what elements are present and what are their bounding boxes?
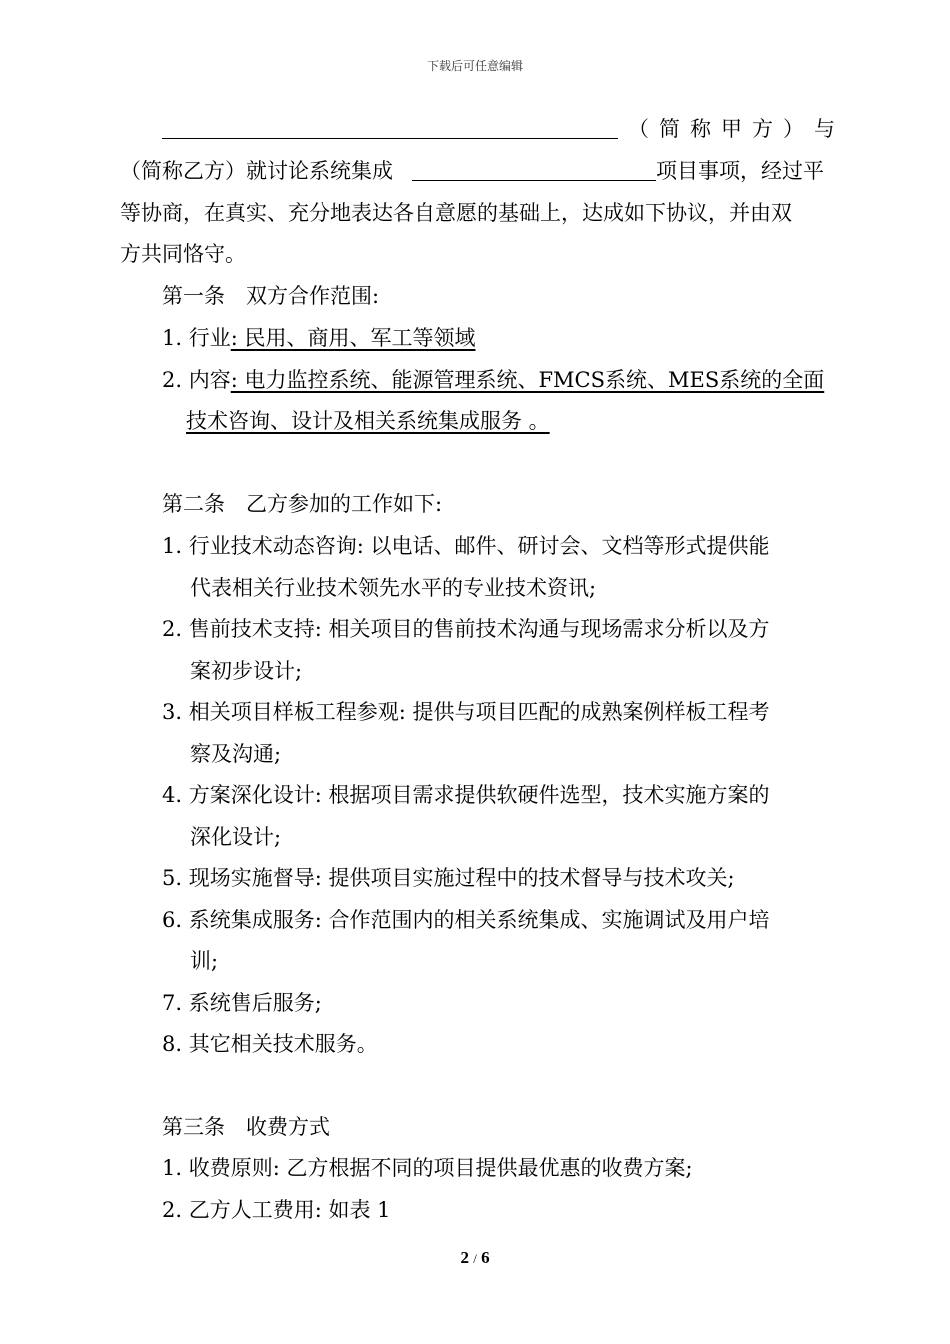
item2-label: 2. 内容 [162, 368, 231, 392]
article2-line: 训; [190, 949, 219, 973]
article2-line: 8. 其它相关技术服务。 [162, 1032, 378, 1056]
article1-item1 [162, 323, 475, 353]
article2-line: 6. 系统集成服务: 合作范围内的相关系统集成、实施调试及用户培 [162, 908, 770, 932]
project-name-blank [412, 180, 656, 181]
intro-line3: 等协商，在真实、充分地表达各自意愿的基础上，达成如下协议，并由双 [120, 201, 792, 225]
article2-line: 5. 现场实施督导: 提供项目实施过程中的技术督导与技术攻关; [162, 866, 735, 890]
page-separator: / [473, 1251, 477, 1266]
party-a-abbrev: （简称甲方）与 [628, 117, 845, 141]
article2-line: 深化设计; [190, 825, 282, 849]
page-number [0, 1248, 950, 1268]
article2-line: 7. 系统售后服务; [162, 991, 322, 1015]
article2-line: 4. 方案深化设计: 根据项目需求提供软硬件选型，技术实施方案的 [162, 783, 770, 807]
intro-line2-suffix: 项目事项，经过平 [656, 159, 824, 183]
page-current: 2 [460, 1248, 469, 1267]
item2-value: : 电力监控系统、能源管理系统、FMCS系统、MES系统的全面 [230, 368, 825, 392]
article3-item2: 2. 乙方人工费用: 如表 1 [162, 1198, 391, 1222]
article2-line: 察及沟通; [190, 742, 282, 766]
article2-heading: 第二条 乙方参加的工作如下: [162, 492, 443, 516]
header-note: 下载后可任意编辑 [426, 59, 523, 73]
item1-label: 1. 行业 [162, 326, 231, 350]
intro-line2-prefix: （简称乙方）就讨论系统集成 [120, 159, 393, 183]
article1-item2-cont: 技术咨询、设计及相关系统集成服务 。 [186, 409, 550, 433]
intro-line4: 方共同恪守。 [120, 242, 246, 266]
party-a-blank [162, 138, 618, 139]
item1-value: : 民用、商用、军工等领域 [230, 326, 476, 350]
article2-line: 代表相关行业技术领先水平的专业技术资讯; [190, 576, 597, 600]
article1-item2 [162, 365, 824, 395]
article1-heading: 第一条 双方合作范围: [162, 284, 380, 308]
page-total: 6 [481, 1248, 490, 1267]
article3-heading: 第三条 收费方式 [162, 1115, 330, 1139]
article3-item1: 1. 收费原则: 乙方根据不同的项目提供最优惠的收费方案; [162, 1156, 693, 1180]
article2-line: 案初步设计; [190, 659, 303, 683]
article2-line: 3. 相关项目样板工程参观: 提供与项目匹配的成熟案例样板工程考 [162, 700, 770, 724]
article2-line: 2. 售前技术支持: 相关项目的售前技术沟通与现场需求分析以及方 [162, 617, 770, 641]
article2-line: 1. 行业技术动态咨询: 以电话、邮件、研讨会、文档等形式提供能 [162, 534, 770, 558]
